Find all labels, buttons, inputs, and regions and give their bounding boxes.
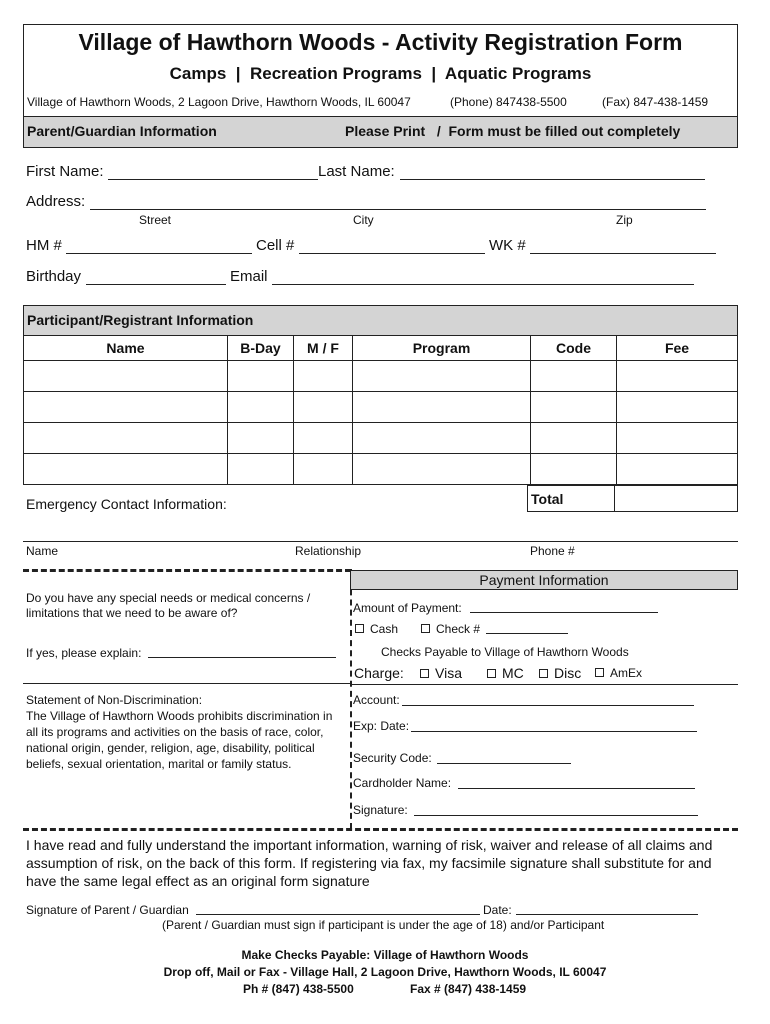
print-instruction: Please Print / Form must be filled out completely [345, 123, 681, 139]
amount-label: Amount of Payment: [353, 601, 462, 615]
date-field[interactable] [516, 914, 698, 915]
amount-field[interactable] [470, 612, 658, 613]
form-title: Village of Hawthorn Woods - Activity Registration Form [78, 29, 683, 55]
zip-label: Zip [616, 213, 633, 227]
emergency-phone-label: Phone # [530, 544, 575, 558]
first-name-label: First Name: [26, 163, 104, 180]
agreement-line-3: have the same legal effect as an original form signature [26, 873, 370, 889]
col-code: Code [531, 336, 617, 361]
amex-label: AmEx [610, 666, 643, 680]
village-phone: (Phone) 847438-5500 [450, 95, 567, 109]
checks-payable-note: Checks Payable to Village of Hawthorn Woods [381, 645, 629, 659]
hm-field[interactable] [66, 253, 252, 254]
cell-label: Cell # [256, 237, 295, 254]
total-fee-cell[interactable] [614, 485, 738, 512]
col-fee: Fee [617, 336, 738, 361]
check-checkbox[interactable] [421, 624, 430, 633]
visa-checkbox[interactable] [420, 669, 429, 678]
agreement-line-2: assumption of risk, on the back of this form. If registering via fax, my facsimile signature shall substitute for and [26, 855, 712, 871]
col-mf: M / F [294, 336, 353, 361]
visa-option[interactable] [420, 665, 462, 681]
cash-option[interactable] [355, 622, 398, 636]
col-bday: B-Day [228, 336, 294, 361]
dashed-separator-top [23, 569, 351, 572]
last-name-label: Last Name: [318, 163, 395, 180]
check-label: Check # [436, 622, 481, 636]
nondiscrimination-line-4: beliefs, sexual orientation, marital or family status. [26, 757, 292, 771]
birthday-field[interactable] [86, 284, 226, 285]
medical-question-1: Do you have any special needs or medical concerns / [26, 591, 311, 605]
explain-field[interactable] [148, 657, 336, 658]
cell-field[interactable] [299, 253, 485, 254]
email-field[interactable] [272, 284, 694, 285]
participant-table [23, 335, 738, 485]
nondiscrimination-line-2: all its programs and activities on the basis of race, color, [26, 725, 324, 739]
form-subtitle: Camps | Recreation Programs | Aquatic Programs [169, 64, 592, 83]
guardian-signature-field[interactable] [196, 914, 480, 915]
nondiscrimination-line-1: The Village of Hawthorn Woods prohibits discrimination in [26, 709, 333, 723]
mc-option[interactable] [487, 665, 524, 681]
disc-option[interactable] [539, 665, 581, 681]
explain-label: If yes, please explain: [26, 646, 142, 660]
street-label: Street [139, 213, 172, 227]
village-address: Village of Hawthorn Woods, 2 Lagoon Drive, Hawthorn Woods, IL 60047 [27, 95, 411, 109]
wk-field[interactable] [530, 253, 716, 254]
exp-date-field[interactable] [411, 731, 697, 732]
disc-checkbox[interactable] [539, 669, 548, 678]
participant-section-heading: Participant/Registrant Information [27, 312, 254, 328]
amex-checkbox[interactable] [595, 668, 604, 677]
table-row[interactable] [24, 392, 738, 423]
dashed-separator-bottom [23, 828, 738, 831]
table-row[interactable] [24, 423, 738, 454]
emergency-name-label: Name [26, 544, 59, 558]
security-code-label: Security Code: [353, 751, 432, 765]
medical-divider [23, 683, 350, 684]
payment-divider [350, 684, 738, 685]
footer-phone: Ph # (847) 438-5500 [243, 982, 354, 996]
footer-line-2: Drop off, Mail or Fax - Village Hall, 2 Lagoon Drive, Hawthorn Woods, IL 60047 [163, 965, 607, 979]
birthday-label: Birthday [26, 268, 82, 285]
mc-checkbox[interactable] [487, 669, 496, 678]
agreement-line-1: I have read and fully understand the important information, warning of risk, waiver and release of all claims and [26, 837, 713, 853]
payment-signature-label: Signature: [353, 803, 408, 817]
address-field[interactable] [90, 209, 706, 210]
disc-label: Disc [554, 665, 582, 681]
medical-question-2: limitations that we need to be aware of? [26, 606, 238, 620]
last-name-field[interactable] [400, 179, 705, 180]
email-label: Email [230, 268, 268, 285]
cash-label: Cash [370, 622, 399, 636]
date-label: Date: [483, 903, 512, 917]
city-label: City [353, 213, 374, 227]
participant-header-row [24, 336, 738, 361]
emergency-line[interactable] [23, 541, 738, 542]
cardholder-label: Cardholder Name: [353, 776, 452, 790]
payment-heading: Payment Information [479, 572, 609, 588]
exp-date-label: Exp: Date: [353, 719, 410, 733]
security-code-field[interactable] [437, 763, 571, 764]
nondiscrimination-line-3: national origin, gender, religion, age, disability, political [26, 741, 315, 755]
nondiscrimination-heading: Statement of Non-Discrimination: [26, 693, 203, 707]
village-fax: (Fax) 847-438-1459 [602, 95, 709, 109]
cardholder-field[interactable] [458, 788, 695, 789]
parent-section-heading: Parent/Guardian Information [27, 123, 217, 139]
address-label: Address: [26, 193, 86, 210]
table-row[interactable] [24, 454, 738, 485]
amex-option[interactable] [595, 666, 642, 680]
payment-signature-field[interactable] [414, 815, 698, 816]
col-program: Program [353, 336, 531, 361]
col-name: Name [24, 336, 228, 361]
guardian-note: (Parent / Guardian must sign if participant is under the age of 18) and/or Participant [162, 918, 605, 932]
footer-fax: Fax # (847) 438-1459 [410, 982, 527, 996]
total-label: Total [531, 491, 564, 507]
mc-label: MC [502, 665, 524, 681]
table-row[interactable] [24, 361, 738, 392]
account-field[interactable] [402, 705, 694, 706]
emergency-label: Emergency Contact Information: [26, 496, 227, 512]
account-label: Account: [353, 693, 400, 707]
check-option[interactable] [421, 622, 480, 636]
charge-label: Charge: [354, 665, 404, 681]
wk-label: WK # [489, 237, 526, 254]
footer-line-1: Make Checks Payable: Village of Hawthorn Woods [241, 948, 529, 962]
check-number-field[interactable] [486, 633, 568, 634]
dashed-divider-vertical [350, 569, 352, 829]
hm-label: HM # [26, 237, 62, 254]
guardian-signature-label: Signature of Parent / Guardian [26, 903, 189, 917]
first-name-field[interactable] [108, 179, 318, 180]
emergency-relationship-label: Relationship [295, 544, 362, 558]
cash-checkbox[interactable] [355, 624, 364, 633]
visa-label: Visa [435, 665, 462, 681]
